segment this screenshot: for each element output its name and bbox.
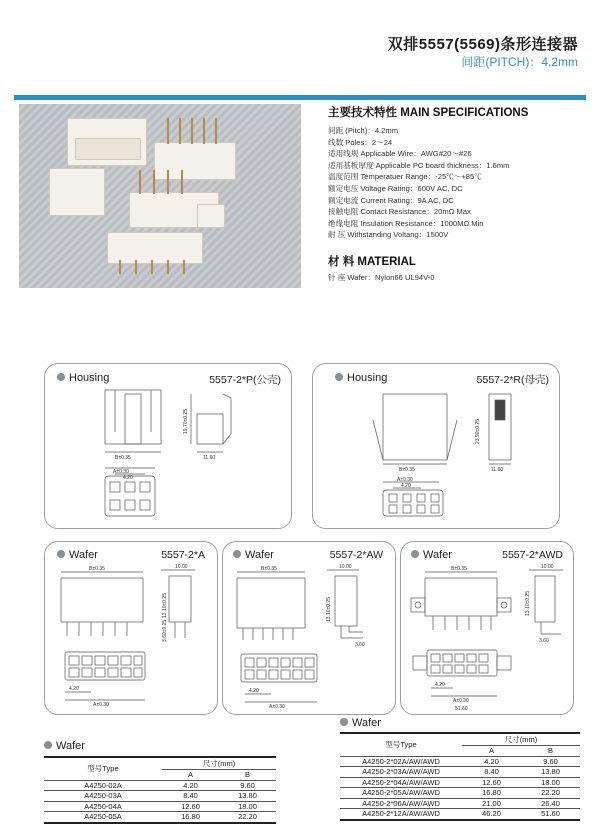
wafer-aw-title: Wafer	[233, 549, 274, 561]
wafer-awd-model: 5557-2*AWD	[502, 549, 563, 561]
wafer-a-a-dim: A±0.30	[93, 702, 109, 708]
material-line: 针 座 Wafer：Nylon66 UL94V-0	[328, 273, 435, 282]
left-dimension-table	[44, 756, 276, 824]
page-subtitle: 间距(PITCH)：4.2mm	[461, 55, 578, 69]
wafer-awd-b-dim: B±0.35	[451, 566, 467, 572]
wafer-aw-h1-dim: 13.10±0.25	[326, 597, 332, 622]
wafer-awd-a-dim: A±0.30	[453, 698, 469, 704]
wafer-a-b-dim: B±0.35	[89, 566, 105, 572]
housing-r-drawing	[313, 364, 559, 528]
table-header-type: 型号Type	[44, 757, 162, 780]
spec-poles: 线数 Poles：2～24	[328, 137, 393, 147]
housing-r-pitch-dim: 4.20	[401, 483, 411, 489]
wafer-awd-title: Wafer	[411, 549, 452, 561]
page-title: 双排5557(5569)条形连接器	[387, 36, 578, 53]
wafer-aw-h2-dim: 3.60	[355, 642, 365, 648]
wafer-awd-card	[400, 541, 574, 715]
material-heading: 材 料 MATERIAL	[328, 256, 416, 268]
housing-r-height-dim: 23.90±0.25	[475, 419, 481, 444]
table-header-a: A	[462, 746, 521, 757]
wafer-aw-model: 5557-2*AW	[329, 549, 383, 561]
wafer-awd-pitch-dim: 4.20	[435, 682, 445, 688]
bullet-icon	[340, 718, 348, 726]
table-row: A4250-2*04A/AW/AWD 12.60 18.00	[340, 777, 580, 788]
table-header-type: 型号Type	[340, 733, 462, 756]
table-row: A4250-2*05A/AW/AWD 16.80 22.20	[340, 788, 580, 799]
spec-wire: 适用线规 Applicable Wire：AWG#20～#26	[328, 149, 472, 159]
header-rule	[14, 95, 586, 100]
wafer-aw-a-dim: A±0.30	[269, 704, 285, 710]
housing-r-depth-dim: 11.60	[491, 467, 504, 473]
table-row: A4250-02A 4.20 9.60	[44, 780, 276, 791]
spec-contact-resistance: 接触电阻 Contact Resistance：20mΩ Max	[328, 207, 471, 217]
wafer-awd-drawing	[401, 542, 573, 714]
table-row: A4250-2*12A/AW/AWD 46.20 51.60	[340, 809, 580, 820]
wafer-aw-b-dim: B±0.35	[261, 566, 277, 572]
table-header-b: B	[219, 770, 276, 781]
housing-p-a-dim: A±0.30	[113, 469, 129, 475]
wafer-aw-card	[222, 541, 396, 715]
table-row: A4250-2*06A/AW/AWD 21.00 26.40	[340, 798, 580, 809]
wafer-awd-h1-dim: 13.10±0.25	[525, 591, 531, 616]
table-row: A4250-04A 12.60 18.00	[44, 801, 276, 812]
housing-p-model: 5557-2*P(公壳)	[209, 374, 281, 386]
table-header-dim: 尺寸(mm)	[462, 733, 580, 746]
wafer-aw-drawing	[223, 542, 395, 714]
bullet-icon	[44, 741, 52, 749]
wafer-aw-top-dim: 10.00	[339, 564, 352, 570]
wafer-awd-top-dim: 10.00	[541, 564, 554, 570]
specs-heading: 主要技术特性 MAIN SPECIFICATIONS	[328, 107, 529, 119]
housing-r-model: 5557-2*R(母壳)	[476, 374, 549, 386]
wafer-awd-h2-dim: 3.60	[539, 638, 549, 644]
housing-r-title: Housing	[335, 372, 387, 384]
housing-r-a-dim: A±0.30	[397, 477, 413, 483]
table-row: A4250-03A 8.40 13.80	[44, 791, 276, 802]
wafer-aw-pitch-dim: 4.20	[249, 688, 259, 694]
housing-p-height-dim: 19.70±0.25	[183, 409, 189, 434]
wafer-a-h2-dim: 3.60±0.25	[162, 619, 168, 642]
housing-p-depth-dim: 11.60	[203, 455, 216, 461]
product-photo	[19, 104, 301, 288]
table-header-a: A	[162, 770, 219, 781]
spec-insulation-resistance: 绝缘电阻 Insulation Resistance：1000MΩ Min	[328, 218, 484, 228]
housing-p-drawing	[45, 364, 291, 528]
housing-r-card	[312, 363, 560, 529]
table-header-dim: 尺寸(mm)	[162, 757, 276, 770]
wafer-awd-w-dim: 51.60	[455, 706, 468, 712]
housing-p-pitch-dim: 4.20	[123, 475, 133, 481]
housing-p-card	[44, 363, 292, 529]
table-row: A4250-2*03A/AW/AWD 8.40 13.80	[340, 767, 580, 778]
spec-current: 额定电流 Current Rating：9A AC, DC	[328, 195, 454, 205]
right-table-heading: Wafer	[340, 717, 381, 729]
housing-p-b-dim: B±0.35	[115, 455, 131, 461]
specs-list	[328, 125, 509, 241]
wafer-a-pitch-dim: 4.20	[69, 686, 79, 692]
table-row: A4250-05A 16.80 22.20	[44, 812, 276, 823]
wafer-a-title: Wafer	[57, 549, 98, 561]
spec-voltage: 额定电压 Voltage Rating：600V AC, DC	[328, 183, 463, 193]
right-dimension-table	[340, 732, 580, 821]
wafer-a-model: 5557-2*A	[161, 549, 205, 561]
spec-pitch: 间距 (Pitch)：4.2mm	[328, 126, 399, 135]
spec-board-thickness: 适用基板厚度 Applicable PC board thickness：1.6mm	[328, 160, 510, 170]
wafer-a-card	[44, 541, 218, 715]
spec-withstanding-voltage: 耐 压 Withstanding Voltang：1500V	[328, 230, 449, 240]
wafer-a-drawing	[45, 542, 217, 714]
left-table-heading: Wafer	[44, 740, 85, 752]
table-row: A4250-2*02A/AW/AWD 4.20 9.60	[340, 756, 580, 767]
housing-p-title: Housing	[57, 372, 109, 384]
housing-r-b-dim: B±0.35	[399, 467, 415, 473]
table-header-b: B	[521, 746, 580, 757]
wafer-a-top-dim: 10.00	[175, 564, 188, 570]
spec-temperature: 温度范围 Temperatuer Range：-25℃～+85℃	[328, 172, 482, 182]
wafer-a-h1-dim: 13.10±0.25	[162, 593, 168, 618]
